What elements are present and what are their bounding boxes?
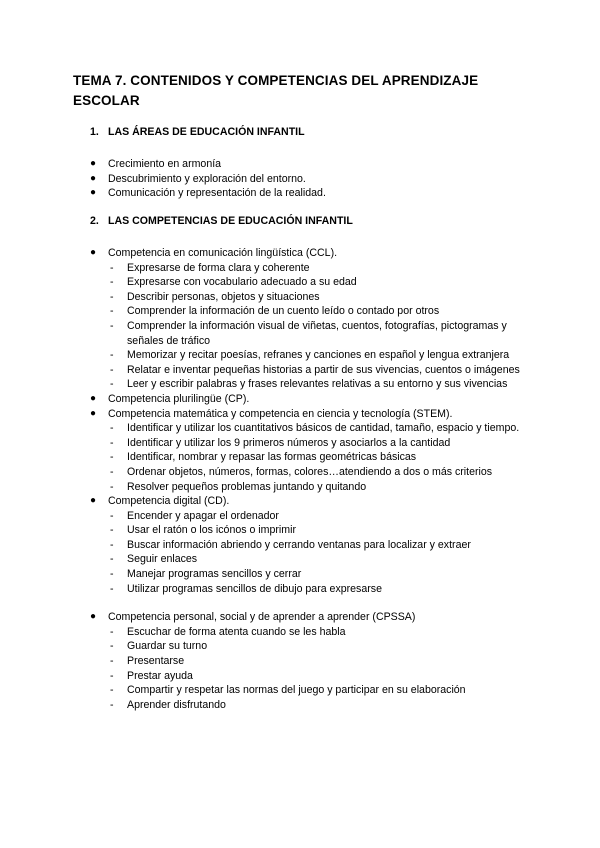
competencia-cd-sublist <box>90 509 530 597</box>
dash-icon: - <box>110 509 114 522</box>
sub-item: - Comprender la información visual de viñetas, cuentos, fotografías, pictogramas y señales de tráfico <box>110 319 507 347</box>
competencia-cp: ● Competencia plurilingüe (CP). <box>90 392 250 405</box>
dash-icon: - <box>110 553 114 566</box>
spacer <box>90 596 530 610</box>
competencia-cpssa: ● Competencia personal, social y de aprender a aprender (CPSSA) <box>90 611 416 624</box>
sub-item: - Utilizar programas sencillos de dibujo para expresarse <box>110 582 382 595</box>
areas-list <box>90 157 530 201</box>
dash-icon: - <box>110 305 114 318</box>
sub-item: - Presentarse <box>110 655 185 668</box>
competencia-cd: ● Competencia digital (CD). <box>90 495 230 508</box>
dash-icon: - <box>110 524 114 537</box>
sub-item: - Ordenar objetos, números, formas, colores…atendiendo a dos o más criterios <box>110 465 493 478</box>
competencia-cpssa-sublist <box>90 625 530 713</box>
bullet-icon: ● <box>90 611 97 623</box>
dash-icon: - <box>110 625 114 638</box>
sub-item: - Aprender disfrutando <box>110 698 226 711</box>
competencia-ccl: ● Competencia en comunicación lingüística (CCL). <box>90 247 338 259</box>
sub-item: - Expresarse con vocabulario adecuado a su edad <box>110 276 357 289</box>
dash-icon: - <box>110 538 114 551</box>
dash-icon: - <box>110 261 114 274</box>
dash-icon: - <box>110 276 114 289</box>
competencia-ccl-sublist <box>90 261 530 392</box>
dash-icon: - <box>110 480 114 493</box>
section-1-heading-text: LAS ÁREAS DE EDUCACIÓN INFANTIL <box>108 126 305 138</box>
dash-icon: - <box>110 319 114 332</box>
list-item: ● Descubrimiento y exploración del entorno. <box>90 172 306 185</box>
dash-icon: - <box>110 655 114 668</box>
dash-icon: - <box>110 582 114 595</box>
section-2-heading-text: LAS COMPETENCIAS DE EDUCACIÓN INFANTIL <box>108 215 353 227</box>
sub-item: - Relatar e inventar pequeñas historias a partir de sus vivencias, cuentos o imágenes <box>110 363 520 376</box>
section-2-number: 2. <box>90 215 99 227</box>
dash-icon: - <box>110 436 114 449</box>
list-item: ● Comunicación y representación de la realidad. <box>90 187 326 200</box>
sub-item: - Prestar ayuda <box>110 669 193 682</box>
sub-item: - Guardar su turno <box>110 640 208 653</box>
sub-item: - Manejar programas sencillos y cerrar <box>110 568 302 581</box>
dash-icon: - <box>110 290 114 303</box>
dash-icon: - <box>110 640 114 653</box>
sub-item: - Escuchar de forma atenta cuando se les habla <box>110 625 346 638</box>
dash-icon: - <box>110 378 114 391</box>
competencias-list <box>90 246 530 712</box>
sub-item: - Resolver pequeños problemas juntando y quitando <box>110 480 367 493</box>
sub-item: - Identificar, nombrar y repasar las formas geométricas básicas <box>110 451 417 464</box>
competencia-stem-sublist <box>90 421 530 494</box>
sub-item: - Buscar información abriendo y cerrando ventanas para localizar y extraer <box>110 538 471 551</box>
document-title: TEMA 7. CONTENIDOS Y COMPETENCIAS DEL APRENDIZAJE ESCOLAR <box>73 73 479 108</box>
dash-icon: - <box>110 684 114 697</box>
sub-item: - Encender y apagar el ordenador <box>110 509 279 522</box>
bullet-icon: ● <box>90 247 97 258</box>
section-2-heading <box>90 214 353 228</box>
sub-item: - Describir personas, objetos y situaciones <box>110 290 320 303</box>
dash-icon: - <box>110 568 114 581</box>
sub-item: - Leer y escribir palabras y frases relevantes relativas a su entorno y sus vivencias <box>110 378 508 391</box>
sub-item: - Identificar y utilizar los cuantitativos básicos de cantidad, tamaño, espacio y tiempo. <box>110 422 520 435</box>
sub-item: - Usar el ratón o los icónos o imprimir <box>110 524 296 537</box>
sub-item: - Identificar y utilizar los 9 primeros números y asociarlos a la cantidad <box>110 436 451 449</box>
bullet-icon: ● <box>90 172 97 184</box>
bullet-icon: ● <box>90 392 97 404</box>
dash-icon: - <box>110 698 114 711</box>
sub-item: - Comprender la información de un cuento leído o contado por otros <box>110 305 440 318</box>
dash-icon: - <box>110 465 114 478</box>
bullet-icon: ● <box>90 407 97 419</box>
section-1-number: 1. <box>90 126 99 138</box>
dash-icon: - <box>110 422 114 435</box>
section-1-heading <box>90 125 305 139</box>
bullet-icon: ● <box>90 495 97 507</box>
list-item: ● Crecimiento en armonía <box>90 158 222 170</box>
sub-item: - Memorizar y recitar poesías, refranes y canciones en español y lengua extranjera <box>110 349 510 362</box>
sub-item: - Compartir y respetar las normas del juego y participar en su elaboración <box>110 684 466 697</box>
dash-icon: - <box>110 349 114 362</box>
sub-item: - Expresarse de forma clara y coherente <box>110 261 310 274</box>
dash-icon: - <box>110 669 114 682</box>
sub-item: - Seguir enlaces <box>110 553 198 566</box>
bullet-icon: ● <box>90 187 97 199</box>
competencia-stem: ● Competencia matemática y competencia en ciencia y tecnología (STEM). <box>90 407 453 420</box>
dash-icon: - <box>110 451 114 464</box>
bullet-icon: ● <box>90 158 97 169</box>
dash-icon: - <box>110 363 114 376</box>
